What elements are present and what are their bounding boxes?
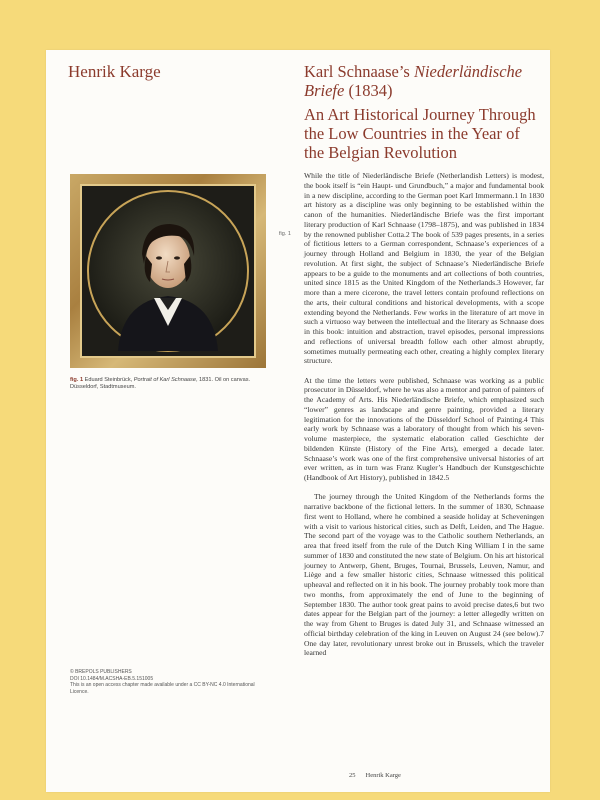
title-suffix: (1834) [344,81,393,100]
chapter-subtitle: An Art Historical Journey Through the Low Countries in the Year of the Belgian Revolution [304,105,536,162]
copyright-line-1: © BREPOLS PUBLISHERS [70,669,132,675]
body-text [304,171,544,658]
caption-rest: , 1831. Oil on canvas. Düsseldorf, Stadtmuseum. [70,377,251,391]
copyright-notice [70,669,260,695]
running-head: Henrik Karge [365,772,401,779]
page-footer [349,772,411,779]
page-number: 25 [349,772,356,779]
paragraph-2: At the time the letters were published, Schnaase was working as a public prosecutor in Düsseldorf, where he was also a mentor and patron of painters of the Academy of Arts. His Niederländische Briefe, which emphasized such “lower” genres as landscape and genre painting, provided a literary legitimation for the innovations of the Düsseldorf School of Painting.4 This early work by Schnaase was a laboratory of thought from which his seven-volume masterpiece, the systematic elaboration called Geschichte der bildenden Künste (History of the Fine Arts), emerged a decade later. Schnaase’s work was one of the first comprehensive universal histories of art ever written, as in turn was Franz Kugler’s Handbuch der Kunstgeschichte (Handbook of Art History), published in 1842.5 [304,375,544,482]
caption-italic: Portrait of Karl Schnaase [133,377,196,383]
portrait-figure [70,174,266,368]
portrait-illustration [82,186,254,356]
paragraph-3: The journey through the United Kingdom of the Netherlands forms the narrative backbone of the fictional letters. In the summer of 1830, Schnaase first went to Holland, where he combined a seaside holiday at Scheveningen with a visit to various historical cities, such as Delft, Leiden, and The Hague. The second part of the voyage was to the Catholic southern Netherlands, an area that freed itself from the rule of the Dutch King William I in the same summer of 1830 and constituted the new state of Belgium. On his art historical journey to Antwerp, Ghent, Bruges, Tournai, Brussels, Leuven, Namur, and Liège and a few smaller historic cities, Schnaase witnessed this political upheaval and reflected on it in his book. The journey probably took more than two months, from approximately the end of June to the beginning of September 1830. The author took great pains to avoid precise dates,6 but two dates appear for the Belgian part of the journey: a letter allegedly written on the way from Ghent to Bruges is dated July 31, and Schnaase witnessed an official birthday celebration of the king in Leuven on August 24 (see below).7 One day later, revolutionary unrest broke out in Brussels, which the traveler learned [304,492,544,658]
book-page [46,50,550,792]
title-italic: Niederländische Briefe [304,62,523,100]
portrait-canvas [80,184,256,358]
chapter-title [304,62,540,100]
caption-text: Eduard Steinbrück, [84,377,134,383]
paragraph-1: While the title of Niederländische Briefe (Netherlandish Letters) is modest, the book itself is “ein Haupt- und Grundbuch,” a major and fundamental book in a new discipline, according to the German poet Karl Immermann.1 In 1830 art history as a discipline was only beginning to be established within the canon of the humanities. Niederländische Briefe was the first important literary production of Karl Schnaase (1798–1875), and was published in 1834 by the renowned publisher Cotta.2 The book of 539 pages presents, in a series of fictitious letters to a German correspondent, Schnaase’s experiences of a journey through Holland and Belgium in 1830, the year of the Belgian revolution. At first sight, the subject of Schnaase’s Niederländische Briefe appears to be a guide to the monuments and art collections of both countries, united since 1815 as the United Kingdom of the Netherlands.3 However, far more than a mere cicerone, the travel letters contain profound reflections on the arts, their cultural conditions and historical developments, with a scope extending beyond the Netherlands. Few works in the literature of art move in such a virtuoso way between the intellectual and the literary as Schnaase does in this book: intuition and abstraction, travel episodes, personal impressions and reflections of universal breadth follow each other almost abruptly, sometimes mutually permeating each other, creating a highly complex literary structure. [304,171,544,366]
title-prefix: Karl Schnaase’s [304,62,414,81]
figure-caption [70,377,270,392]
caption-label: fig. 1 [70,377,84,383]
figure-marker: fig. 1 [279,231,291,237]
author-name: Henrik Karge [68,62,161,81]
copyright-line-3: This is an open access chapter made available under a CC BY-NC 4.0 International Licence. [70,682,255,695]
copyright-line-2: DOI 10.1484/M.ACSHA-EB.5.151005 [70,675,154,682]
